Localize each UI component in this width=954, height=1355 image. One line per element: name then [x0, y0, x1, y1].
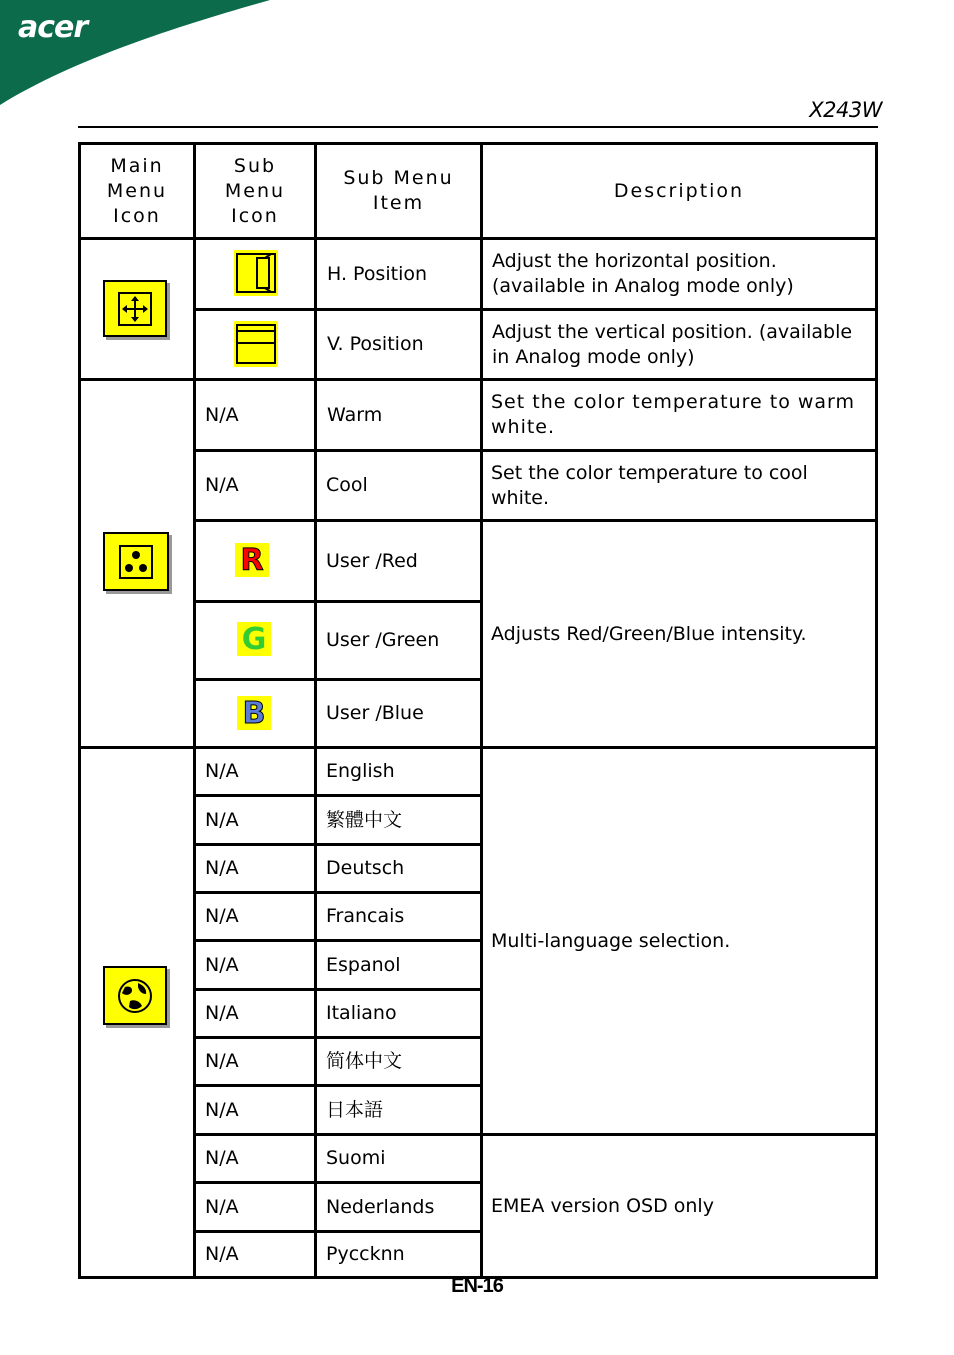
move-arrows-icon — [103, 280, 167, 337]
sub-icon-nederlands: N/A — [205, 1195, 239, 1218]
header-rule — [78, 126, 878, 128]
lang-deutsch: Deutsch — [326, 857, 405, 879]
sub-item-warm: Warm — [327, 403, 383, 426]
page-number: EN-16 — [451, 1275, 503, 1297]
sub-icon-italiano: N/A — [205, 1002, 239, 1024]
header-sub-menu-item: Sub Menu Item — [343, 167, 454, 214]
blue-letter-icon: B — [237, 696, 271, 730]
red-letter-icon: R — [235, 543, 269, 577]
sub-icon-japanese: N/A — [205, 1098, 239, 1121]
lang-espanol: Espanol — [326, 953, 401, 976]
lang-russian: Pyccknn — [326, 1243, 405, 1265]
lang-francais: Francais — [326, 905, 405, 927]
sub-item-h-position: H. Position — [327, 262, 428, 285]
model-name: X243W — [809, 98, 882, 122]
sub-icon-deutsch: N/A — [205, 857, 239, 879]
sub-item-user-red: User /Red — [326, 549, 418, 572]
h-position-icon — [234, 250, 278, 296]
osd-menu-table — [78, 142, 878, 1279]
desc-rgb-intensity: Adjusts Red/Green/Blue intensity. — [491, 622, 807, 645]
lang-simp-chinese: 简体中文 — [326, 1050, 403, 1072]
green-letter-icon: G — [237, 622, 271, 656]
lang-japanese: 日本語 — [326, 1098, 384, 1121]
header-sub-menu-icon: Sub Menu Icon — [224, 154, 286, 227]
lang-english: English — [326, 760, 395, 782]
sub-icon-russian: N/A — [205, 1243, 239, 1265]
sub-icon-english: N/A — [205, 760, 239, 782]
sub-icon-suomi: N/A — [205, 1147, 239, 1169]
color-dots-icon — [103, 532, 169, 591]
sub-item-user-blue: User /Blue — [326, 702, 424, 724]
lang-nederlands: Nederlands — [326, 1195, 435, 1218]
sub-item-user-green: User /Green — [326, 629, 440, 651]
sub-icon-warm: N/A — [205, 403, 239, 426]
desc-h-position: Adjust the horizontal position. (available in Analog mode only) — [492, 250, 794, 297]
lang-trad-chinese: 繁體中文 — [326, 808, 403, 831]
desc-warm: Set the color temperature to warm white. — [491, 391, 856, 438]
sub-icon-simp-chinese: N/A — [205, 1050, 239, 1072]
sub-icon-espanol: N/A — [205, 953, 239, 976]
desc-v-position: Adjust the vertical position. (available in Analog mode only) — [492, 320, 853, 368]
acer-logo: acer — [18, 10, 88, 45]
sub-icon-trad-chinese: N/A — [205, 808, 239, 831]
header-main-menu-icon: Main Menu Icon — [106, 154, 168, 227]
sub-item-v-position: V. Position — [327, 333, 424, 355]
desc-cool: Set the color temperature to cool white. — [491, 461, 808, 509]
sub-item-cool: Cool — [326, 474, 368, 496]
sub-icon-francais: N/A — [205, 905, 239, 927]
header-description: Description — [613, 179, 745, 202]
lang-italiano: Italiano — [326, 1002, 397, 1024]
desc-emea-only: EMEA version OSD only — [491, 1194, 714, 1217]
sub-icon-cool: N/A — [205, 474, 239, 496]
desc-multi-language: Multi-language selection. — [491, 929, 731, 952]
globe-icon — [103, 966, 167, 1025]
v-position-icon — [234, 321, 278, 367]
lang-suomi: Suomi — [326, 1147, 386, 1169]
